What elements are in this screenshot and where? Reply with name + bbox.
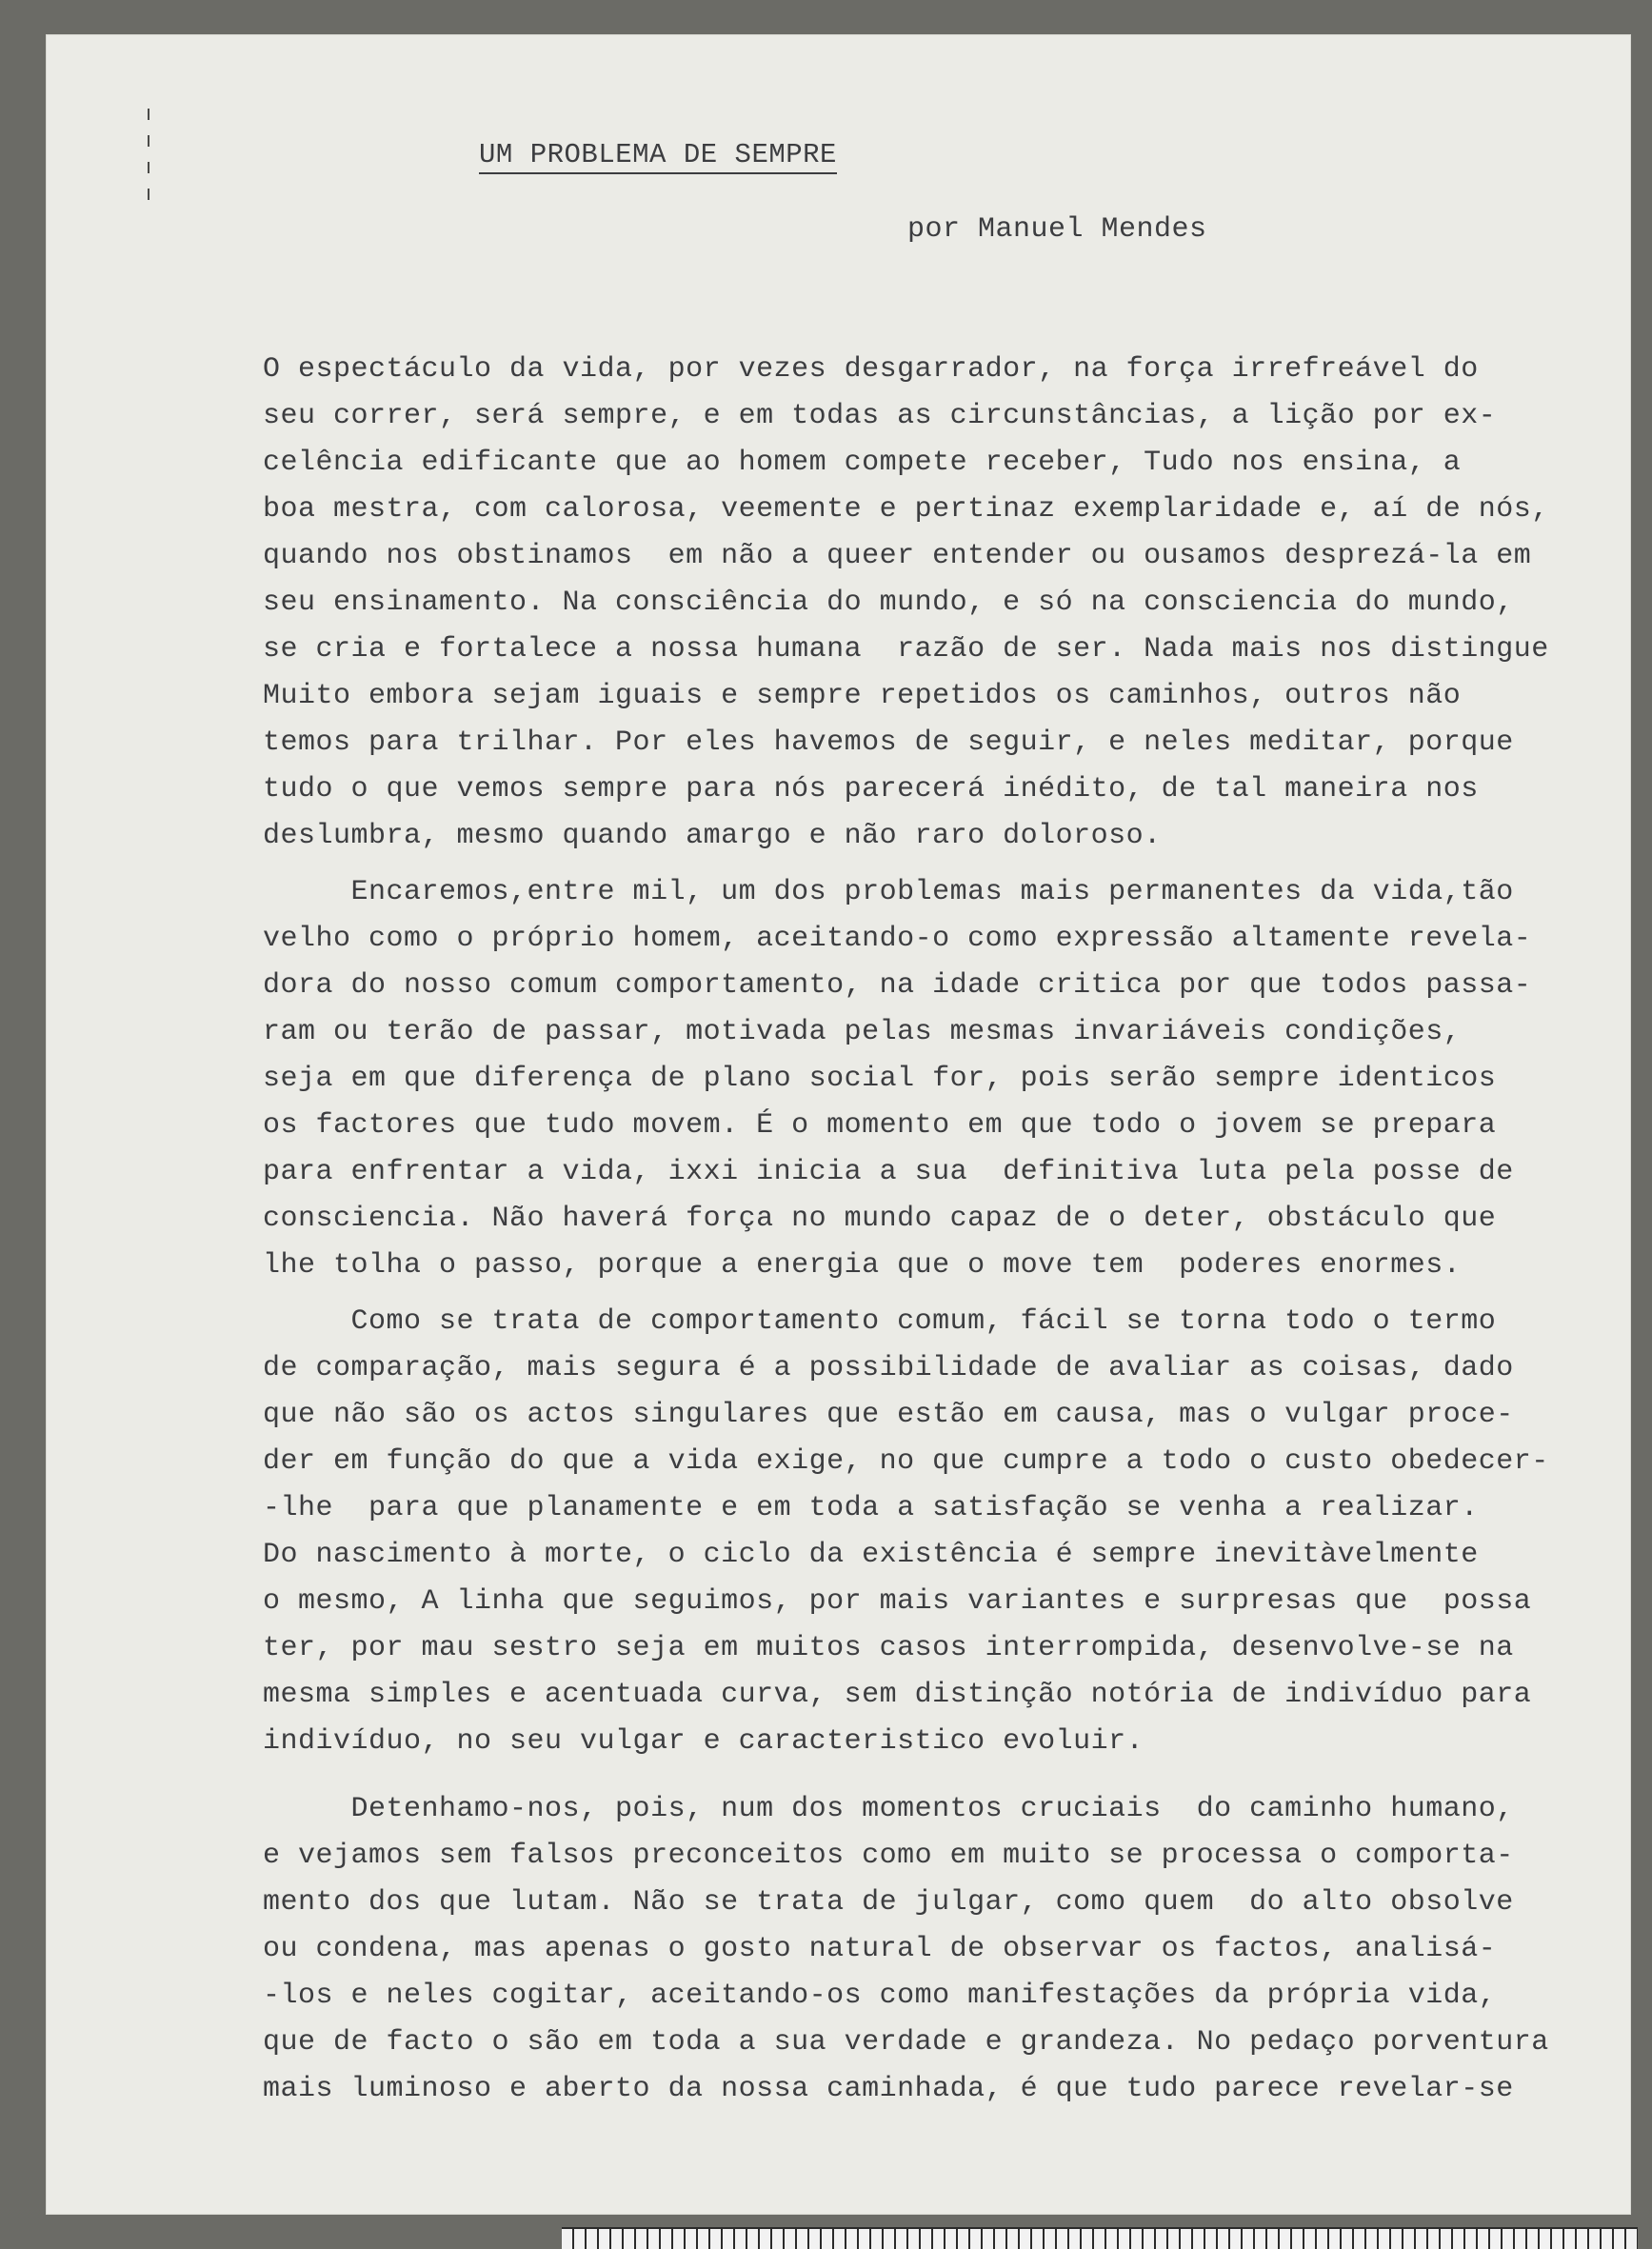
text-line: e vejamos sem falsos preconceitos como em muito se processa o comporta- (263, 1840, 1514, 1872)
scan-ruler-strip (562, 2227, 1638, 2249)
text-line: que não são os actos singulares que estão em causa, mas o vulgar proce- (263, 1399, 1514, 1431)
text-line: seu correr, será sempre, e em todas as circunstâncias, a lição por ex- (263, 400, 1497, 432)
text-line: mesma simples e acentuada curva, sem distinção notória de indivíduo para (263, 1679, 1532, 1711)
text-line: -lhe para que planamente e em toda a satisfação se venha a realizar. (263, 1492, 1479, 1524)
document-body (263, 347, 1652, 2113)
text-line: velho como o próprio homem, aceitando-o como expressão altamente revela- (263, 923, 1532, 955)
text-line: ter, por mau sestro seja em muitos casos interrompida, desenvolve-se na (263, 1632, 1514, 1664)
text-line: os factores que tudo movem. É o momento em que todo o jovem se prepara (263, 1109, 1497, 1142)
document-title: UM PROBLEMA DE SEMPRE (479, 139, 837, 174)
text-line: de comparação, mais segura é a possibilidade de avaliar as coisas, dado (263, 1352, 1514, 1384)
text-line: mais luminoso e aberto da nossa caminhada, é que tudo parece revelar-se (263, 2073, 1514, 2105)
paragraph-2 (263, 869, 1652, 1289)
text-line: lhe tolha o passo, porque a energia que o move tem poderes enormes. (263, 1249, 1462, 1282)
text-line: ram ou terão de passar, motivada pelas mesmas invariáveis condições, (263, 1016, 1462, 1048)
text-line: quando nos obstinamos em não a queer entender ou ousamos desprezá-la em (263, 540, 1532, 572)
text-line: seja em que diferença de plano social for, pois serão sempre identicos (263, 1063, 1497, 1095)
document-author: por Manuel Mendes (907, 213, 1207, 246)
text-line: ou condena, mas apenas o gosto natural de observar os factos, analisá- (263, 1933, 1497, 1965)
paragraph-4 (263, 1786, 1652, 2113)
text-line: dora do nosso comum comportamento, na idade critica por que todos passa- (263, 969, 1532, 1002)
margin-marks (146, 109, 151, 215)
typewritten-page (46, 34, 1631, 2215)
text-line: deslumbra, mesmo quando amargo e não raro doloroso. (263, 820, 1162, 852)
text-line: Detenhamo-nos, pois, num dos momentos cruciais do caminho humano, (263, 1793, 1514, 1825)
text-line: consciencia. Não haverá força no mundo capaz de o deter, obstáculo que (263, 1203, 1497, 1235)
text-line: que de facto o são em toda a sua verdade e grandeza. No pedaço porventura (263, 2026, 1549, 2059)
paragraph-1 (263, 347, 1652, 860)
text-line: Encaremos,entre mil, um dos problemas mais permanentes da vida,tão (263, 876, 1514, 908)
text-line: tudo o que vemos sempre para nós parecerá inédito, de tal maneira nos (263, 773, 1479, 806)
text-line: se cria e fortalece a nossa humana razão de ser. Nada mais nos distingue (263, 633, 1549, 666)
text-line: der em função do que a vida exige, no que cumpre a todo o custo obedecer- (263, 1445, 1549, 1478)
paragraph-3 (263, 1299, 1652, 1765)
text-line: o mesmo, A linha que seguimos, por mais variantes e surpresas que possa (263, 1585, 1532, 1618)
text-line: celência edificante que ao homem compete receber, Tudo nos ensina, a (263, 447, 1462, 479)
text-line: boa mestra, com calorosa, veemente e pertinaz exemplaridade e, aí de nós, (263, 493, 1549, 526)
text-line: para enfrentar a vida, ixxi inicia a sua definitiva luta pela posse de (263, 1156, 1514, 1188)
text-line: -los e neles cogitar, aceitando-os como manifestações da própria vida, (263, 1980, 1497, 2012)
text-line: indivíduo, no seu vulgar e caracteristico evoluir. (263, 1725, 1144, 1758)
text-line: seu ensinamento. Na consciência do mundo, e só na consciencia do mundo, (263, 587, 1514, 619)
text-line: O espectáculo da vida, por vezes desgarrador, na força irrefreável do (263, 353, 1479, 386)
text-line: mento dos que lutam. Não se trata de julgar, como quem do alto obsolve (263, 1886, 1514, 1919)
text-line: Como se trata de comportamento comum, fácil se torna todo o termo (263, 1305, 1497, 1338)
text-line: Do nascimento à morte, o ciclo da existência é sempre inevitàvelmente (263, 1539, 1479, 1571)
text-line: temos para trilhar. Por eles havemos de seguir, e neles meditar, porque (263, 726, 1514, 759)
text-line: Muito embora sejam iguais e sempre repetidos os caminhos, outros não (263, 680, 1462, 712)
